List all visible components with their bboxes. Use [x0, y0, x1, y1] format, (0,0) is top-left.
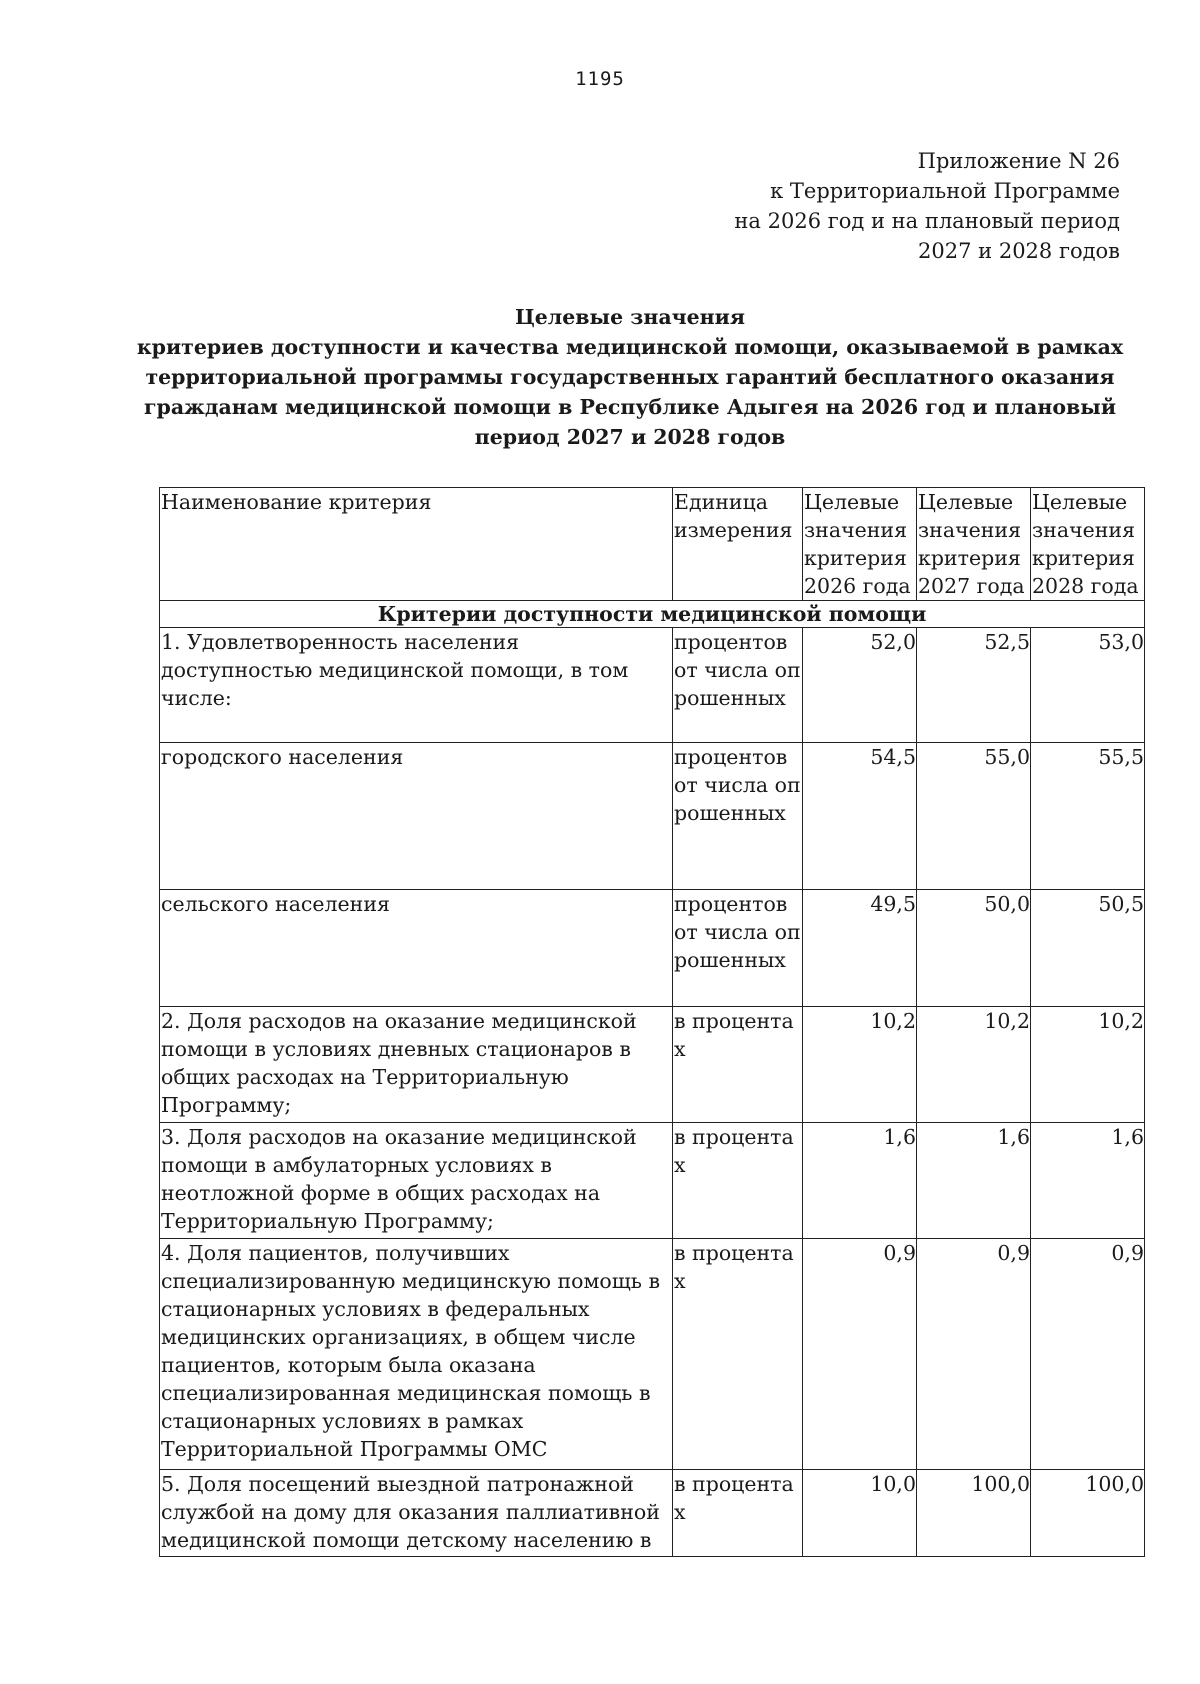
- table-row: [160, 1470, 1145, 1557]
- value-2028: 100,0: [1031, 1470, 1145, 1557]
- table-row: [160, 890, 1145, 1007]
- section-row: [160, 601, 1145, 628]
- document-title: [130, 302, 1130, 452]
- value-2027: 55,0: [917, 743, 1031, 890]
- criterion-name: 4. Доля пациентов, получивших специализированную медицинскую помощь в стационарных условиях в федеральных медицинских организациях, в общем числе пациентов, которым была оказана специализированная медицинская помощь в стационарных условиях в рамках Территориальной Программы ОМС: [160, 1239, 673, 1470]
- appendix-line-3: на 2026 год и на плановый период: [734, 209, 1120, 233]
- table-row: [160, 743, 1145, 890]
- value-2028: 50,5: [1031, 890, 1145, 1007]
- value-2028: 1,6: [1031, 1123, 1145, 1239]
- appendix-line-1: Приложение N 26: [917, 149, 1120, 173]
- criterion-unit: в процентах: [673, 1007, 803, 1123]
- criterion-unit: процентов от числа опрошенных: [673, 890, 803, 1007]
- value-2026: 54,5: [803, 743, 917, 890]
- criterion-name: 2. Доля расходов на оказание медицинской помощи в условиях дневных стационаров в общих расходах на Территориальную Программу;: [160, 1007, 673, 1123]
- value-2028: 10,2: [1031, 1007, 1145, 1123]
- table-row: [160, 1123, 1145, 1239]
- value-2026: 49,5: [803, 890, 917, 1007]
- header-name: Наименование критерия: [160, 488, 673, 601]
- value-2026: 0,9: [803, 1239, 917, 1470]
- title-line-3: территориальной программы государственных гарантий бесплатного оказания: [145, 365, 1115, 389]
- value-2026: 1,6: [803, 1123, 917, 1239]
- title-line-4: гражданам медицинской помощи в Республике Адыгея на 2026 год и плановый: [143, 395, 1117, 419]
- criterion-unit: в процентах: [673, 1239, 803, 1470]
- title-line-1: Целевые значения: [514, 305, 746, 329]
- value-2026: 52,0: [803, 628, 917, 743]
- value-2028: 53,0: [1031, 628, 1145, 743]
- criterion-unit: в процентах: [673, 1123, 803, 1239]
- criterion-name: городского населения: [160, 743, 673, 890]
- value-2027: 52,5: [917, 628, 1031, 743]
- criterion-name: 3. Доля расходов на оказание медицинской помощи в амбулаторных условиях в неотложной форме в общих расходах на Территориальную Программу;: [160, 1123, 673, 1239]
- header-2027: Целевые значения критерия 2027 года: [917, 488, 1031, 601]
- table-row: [160, 1007, 1145, 1123]
- criterion-name: сельского населения: [160, 890, 673, 1007]
- value-2027: 100,0: [917, 1470, 1031, 1557]
- table-header-row: [160, 488, 1145, 601]
- value-2027: 1,6: [917, 1123, 1031, 1239]
- criterion-name: 1. Удовлетворенность населения доступностью медицинской помощи, в том числе:: [160, 628, 673, 743]
- appendix-line-4: 2027 и 2028 годов: [918, 239, 1120, 263]
- value-2027: 0,9: [917, 1239, 1031, 1470]
- value-2028: 55,5: [1031, 743, 1145, 890]
- criterion-unit: процентов от числа опрошенных: [673, 743, 803, 890]
- criterion-name: 5. Доля посещений выездной патронажной службой на дому для оказания паллиативной медицинской помощи детскому населению в: [160, 1470, 673, 1557]
- header-2028: Целевые значения критерия 2028 года: [1031, 488, 1145, 601]
- value-2027: 50,0: [917, 890, 1031, 1007]
- page-number: 1195: [575, 68, 625, 90]
- header-unit: Единица измерения: [673, 488, 803, 601]
- value-2028: 0,9: [1031, 1239, 1145, 1470]
- section-title: Критерии доступности медицинской помощи: [160, 601, 1145, 628]
- value-2026: 10,2: [803, 1007, 917, 1123]
- value-2026: 10,0: [803, 1470, 917, 1557]
- title-line-5: период 2027 и 2028 годов: [474, 425, 786, 449]
- table-row: [160, 1239, 1145, 1470]
- title-line-2: критериев доступности и качества медицинской помощи, оказываемой в рамках: [136, 335, 1124, 359]
- appendix-line-2: к Территориальной Программе: [770, 179, 1120, 203]
- header-2026: Целевые значения критерия 2026 года: [803, 488, 917, 601]
- value-2027: 10,2: [917, 1007, 1031, 1123]
- criterion-unit: в процентах: [673, 1470, 803, 1557]
- criteria-table: [159, 487, 1145, 1557]
- appendix-note: [734, 146, 1120, 266]
- table-row: [160, 628, 1145, 743]
- criterion-unit: процентов от числа опрошенных: [673, 628, 803, 743]
